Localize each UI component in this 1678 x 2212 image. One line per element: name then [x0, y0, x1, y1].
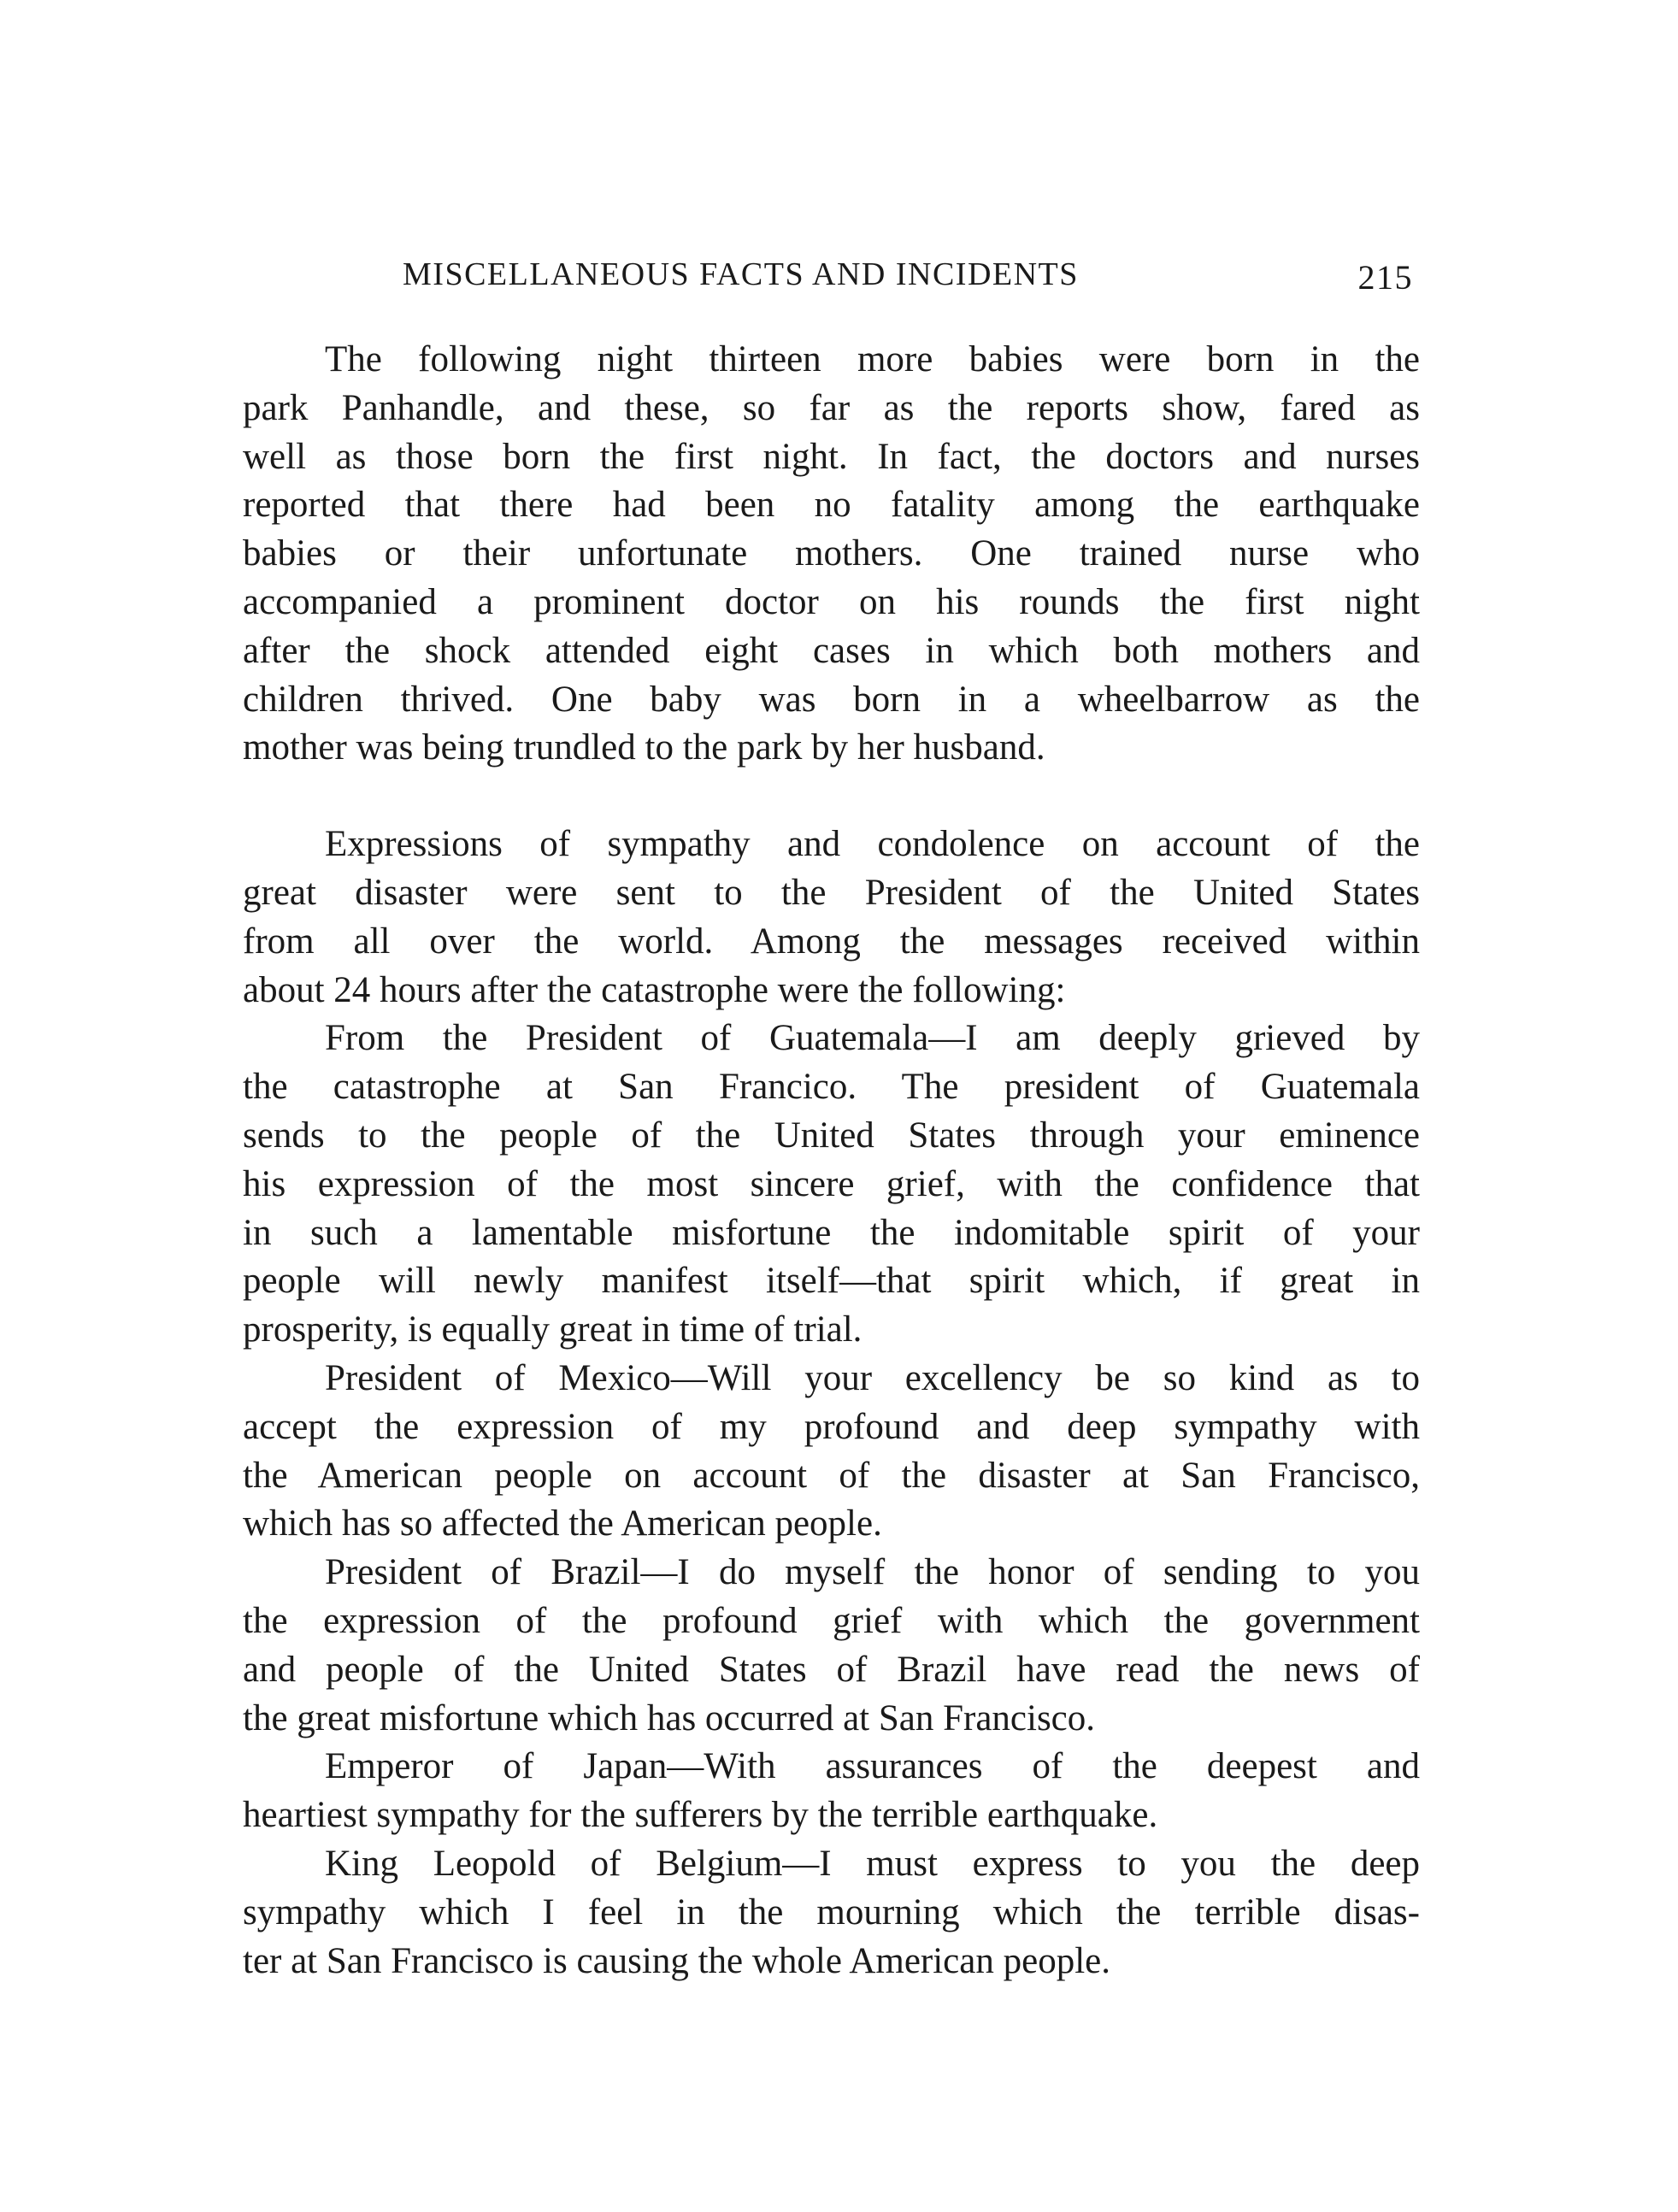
text-line: King Leopold of Belgium—I must express to you the deep	[325, 1843, 1420, 1884]
paragraph-belgium	[243, 1840, 1420, 1986]
paragraph-guatemala	[243, 1015, 1420, 1355]
text-line: President of Mexico—Will your excellency be so kind as to	[325, 1357, 1420, 1398]
page-body	[243, 336, 1420, 1986]
text-line: accept the expression of my profound and deep sympathy with	[243, 1406, 1420, 1447]
text-line: after the shock attended eight cases in which both mothers and	[243, 630, 1420, 671]
text-line: prosperity, is equally great in time of trial.	[243, 1309, 863, 1350]
text-line: President of Brazil—I do myself the honor of sending to you	[325, 1552, 1420, 1593]
text-line: ter at San Francisco is causing the whole American people.	[243, 1940, 1110, 1981]
text-line: reported that there had been no fatality among the earthquake	[243, 485, 1420, 526]
text-line: which has so affected the American people.	[243, 1503, 882, 1544]
text-line: heartiest sympathy for the sufferers by the terrible earthquake.	[243, 1795, 1158, 1836]
text-line: the expression of the profound grief with which the government	[243, 1600, 1420, 1641]
text-line: accompanied a prominent doctor on his rounds the first night	[243, 581, 1420, 622]
text-line: in such a lamentable misfortune the indomitable spirit of your	[243, 1212, 1420, 1253]
section-break	[243, 773, 1420, 821]
text-line: mother was being trundled to the park by her husband.	[243, 727, 1045, 768]
text-line: Emperor of Japan—With assurances of the deepest and	[325, 1746, 1420, 1787]
text-line: about 24 hours after the catastrophe were the following:	[243, 969, 1066, 1010]
text-line: people will newly manifest itself—that spirit which, if great in	[243, 1261, 1420, 1302]
paragraph-babies	[243, 336, 1420, 773]
text-line: from all over the world. Among the messages received within	[243, 921, 1420, 962]
text-line: Expressions of sympathy and condolence on account of the	[325, 824, 1420, 865]
paragraph-japan	[243, 1743, 1420, 1840]
paragraph-expressions	[243, 821, 1420, 1015]
text-line: From the President of Guatemala—I am deeply grieved by	[325, 1018, 1420, 1059]
text-line: well as those born the first night. In fact, the doctors and nurses	[243, 436, 1420, 477]
text-line: children thrived. One baby was born in a wheelbarrow as the	[243, 679, 1420, 720]
text-line: park Panhandle, and these, so far as the reports show, fared as	[243, 387, 1420, 428]
paragraph-mexico	[243, 1355, 1420, 1549]
text-line: and people of the United States of Brazil have read the news of	[243, 1649, 1420, 1690]
page-number: 215	[1357, 258, 1413, 297]
running-title: MISCELLANEOUS FACTS AND INCIDENTS	[403, 256, 1079, 292]
paragraph-brazil	[243, 1549, 1420, 1743]
text-line: sympathy which I feel in the mourning which the terrible disas-	[243, 1891, 1420, 1933]
text-line: the American people on account of the disaster at San Francisco,	[243, 1455, 1420, 1496]
text-line: great disaster were sent to the President of the United States	[243, 872, 1420, 913]
text-line: the catastrophe at San Francico. The president of Guatemala	[243, 1067, 1420, 1108]
text-line: his expression of the most sincere grief, with the confidence that	[243, 1163, 1420, 1204]
running-header	[403, 250, 1420, 298]
text-line: The following night thirteen more babies were born in the	[325, 339, 1420, 379]
text-line: sends to the people of the United States through your eminence	[243, 1115, 1420, 1156]
text-line: babies or their unfortunate mothers. One trained nurse who	[243, 533, 1420, 574]
text-line: the great misfortune which has occurred at San Francisco.	[243, 1697, 1096, 1738]
